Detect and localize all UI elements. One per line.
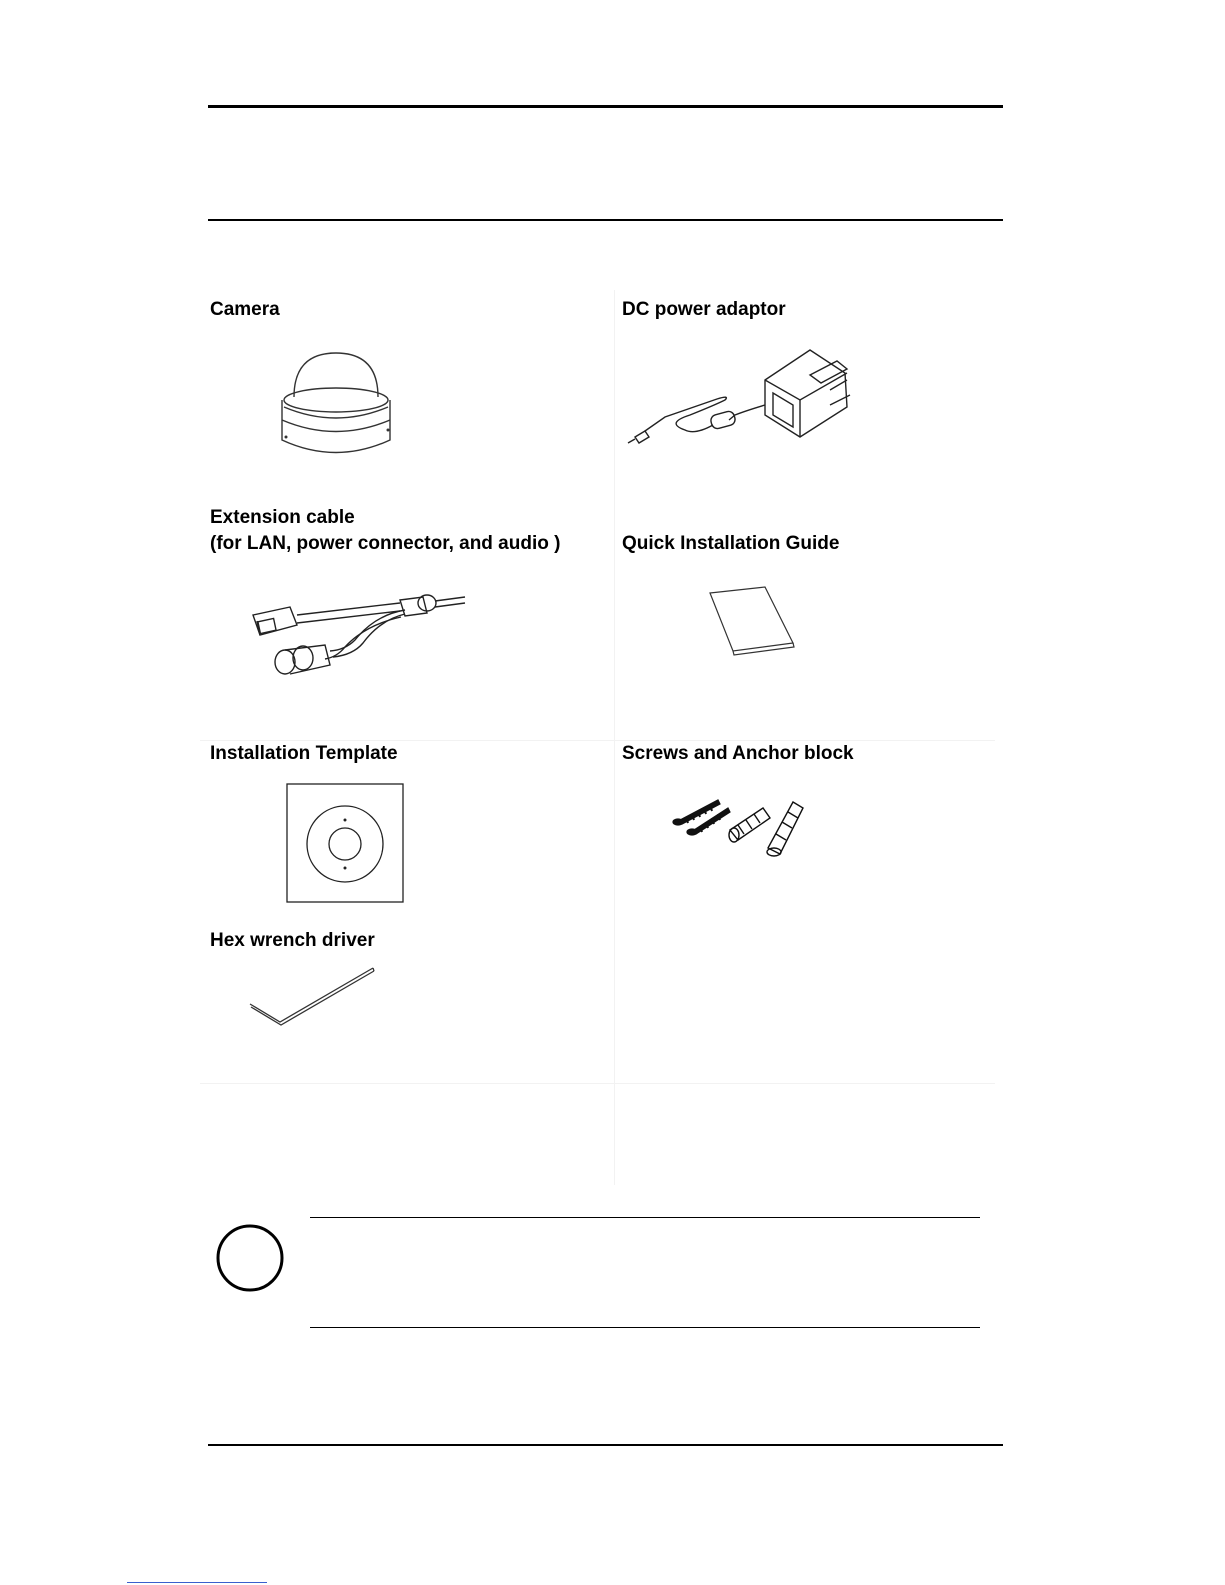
- item-label-screws: Screws and Anchor block: [622, 743, 854, 764]
- header-rule-top: [208, 105, 1003, 108]
- note-rule-top: [310, 1217, 980, 1218]
- footer-link-underline: [127, 1582, 267, 1583]
- table-divider-h2: [200, 1083, 995, 1084]
- note-circle-icon: [216, 1224, 286, 1294]
- note-rule-bottom: [310, 1327, 980, 1328]
- header-rule-bottom: [208, 219, 1003, 221]
- hex-wrench-icon: [245, 962, 380, 1027]
- footer-rule: [208, 1444, 1003, 1446]
- item-label-extension-cable: Extension cable: [210, 507, 355, 528]
- screws-anchors-icon: [668, 790, 818, 860]
- item-label-camera: Camera: [210, 299, 280, 320]
- item-label-hex-wrench: Hex wrench driver: [210, 930, 375, 951]
- dome-camera-icon: [270, 345, 410, 465]
- item-label-dc-adaptor: DC power adaptor: [622, 299, 786, 320]
- item-label-extension-cable-note: (for LAN, power connector, and audio ): [210, 533, 561, 554]
- template-sheet-icon: [285, 782, 407, 906]
- booklet-icon: [705, 585, 800, 660]
- item-label-template: Installation Template: [210, 743, 398, 764]
- item-label-quick-guide: Quick Installation Guide: [622, 533, 840, 554]
- power-adaptor-icon: [625, 345, 860, 455]
- extension-cable-icon: [245, 585, 470, 685]
- table-divider-vertical: [614, 290, 615, 1185]
